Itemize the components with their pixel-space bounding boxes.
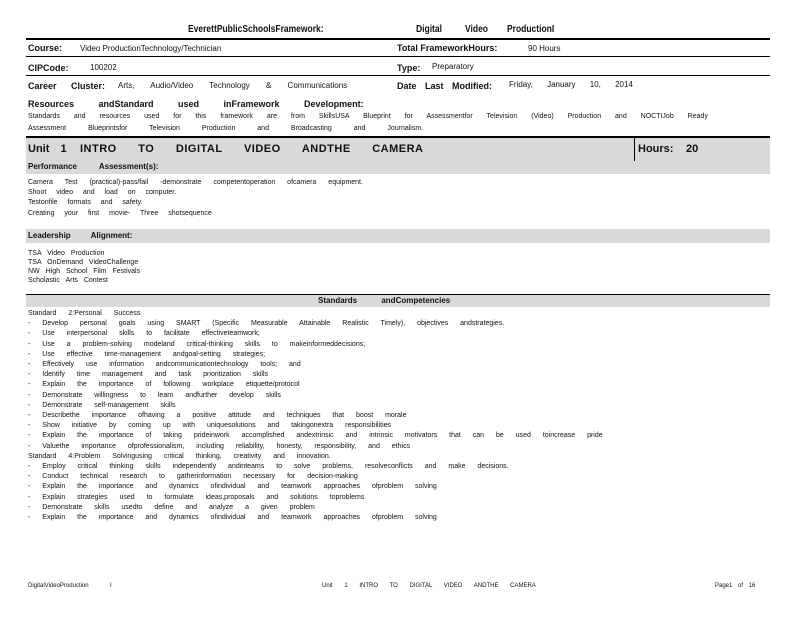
title-word-production: ProductionI — [507, 24, 555, 35]
date-label: Date Last Modified: — [397, 81, 493, 91]
leadership-item: NW High School Film Festivals — [28, 268, 141, 275]
standard-heading: Standard 2:Personal Success — [28, 310, 141, 317]
standards-heading: Standards andCompetencies — [318, 296, 451, 305]
type-label: Type: — [397, 63, 421, 73]
unit-divider — [634, 138, 635, 161]
title-word-digital: Digital — [416, 24, 442, 35]
unit-hours-value: 20 — [686, 143, 699, 155]
competency-item: - Explain the importance of following workplace etiquette/protocol — [28, 381, 300, 389]
unit-title: INTRO TO DIGITAL VIDEO ANDTHE CAMERA — [80, 143, 424, 155]
rule — [26, 294, 770, 295]
competency-item: - Use a problem-solving modeland critical-thinking skills to makeinformeddecisions; — [28, 340, 366, 348]
framework-title: EverettPublicSchoolsFramework: — [188, 24, 324, 35]
competency-item: - Explain the importance and dynamics ofindividual and teamwork approaches ofproblem solving — [28, 483, 437, 491]
competency-item: - Explain the importance and dynamics ofindividual and teamwork approaches ofproblem solving — [28, 514, 437, 522]
leadership-list — [28, 249, 140, 285]
competency-item: - Use effective time-management andgoal-setting strategies; — [28, 350, 266, 358]
type-value: Preparatory — [432, 62, 474, 71]
standard-heading: Standard 4:Problem Solvingusing critical thinking, creativity and innovation. — [28, 452, 331, 460]
competency-item: - Show initiative by coming up with uniquesolutions and takingonextra responsibilities — [28, 422, 392, 430]
performance-item: Testonfile formats and safety. — [28, 199, 143, 207]
competency-item: - Demonstrate skills usedto define and analyze a given problem — [28, 503, 315, 511]
competency-item: - Employ critical thinking skills independently andinteams to solve problems, resolveconflicts and make decisions. — [28, 463, 509, 471]
leadership-item: TSA Video Production — [28, 250, 105, 257]
unit-label: Unit 1 — [28, 143, 67, 155]
performance-item: Shoot video and load on computer. — [28, 189, 177, 197]
unit-hours-label: Hours: — [638, 143, 674, 155]
rule — [26, 56, 770, 57]
total-hours-value: 90 Hours — [528, 44, 561, 53]
career-label: Career Cluster: — [28, 81, 106, 91]
resources-line-2: Assessment Blueprintsfor Television Production and Broadcasting and Journalism. — [28, 125, 424, 132]
leadership-item: TSA OnDemand VideoChallenge — [28, 259, 139, 266]
course-label: Course: — [28, 43, 63, 53]
footer-page: Page1 of 16 — [715, 583, 756, 589]
resources-line-1: Standards and resources used for this framework are from SkillsUSA Blueprint for Assessmentfor Television (Video) Production and NOCTIJob Ready — [28, 113, 708, 120]
title-word-video: Video — [465, 24, 488, 35]
footer-separator: I — [110, 583, 112, 589]
competency-item: - Demonstrate willingness to learn andfurther develop skills — [28, 391, 281, 399]
performance-item: Creating your first movie- Three shotsequence — [28, 209, 212, 217]
competency-item: - Use interpersonal skills to facilitate effectiveteamwork; — [28, 330, 260, 338]
competency-item: - Explain the importance of taking prideinwork accomplished andextrinsic and intrinsic motivators that can be used toincrease pride — [28, 432, 603, 440]
competency-item: - Demonstrate self-management skills — [28, 401, 176, 409]
footer-center: Unit 1 INTRO TO DIGITAL VIDEO ANDTHE CAMERA — [322, 583, 536, 589]
performance-item: Camera Test (practical)-pass/fail -demonstrate competentoperation ofcamera equipment. — [28, 179, 363, 186]
rule — [26, 75, 770, 76]
title-rule — [26, 38, 770, 40]
competency-item: - Identify time management and task prioritization skills — [28, 371, 269, 379]
competency-item: - Conduct technical research to gatherinformation necessary for decision-making — [28, 473, 358, 481]
cip-label: CIPCode: — [28, 63, 69, 73]
course-value: Video ProductionTechnology/Technician — [80, 44, 222, 53]
competency-item: - Effectively use information andcommunicationtechnology tools; and — [28, 361, 301, 369]
resources-heading: Resources andStandard used inFramework Development: — [28, 99, 364, 109]
competency-item: - Describethe importance ofhaving a positive attitude and techniques that boost morale — [28, 412, 407, 420]
leadership-item: Scholastic Arts Contest — [28, 277, 108, 284]
competency-item: - Develop personal goals using SMART (Specific Measurable Attainable Realistic Timely), objectives andstrategies. — [28, 320, 505, 328]
cip-value: 100202 — [90, 63, 117, 72]
performance-list — [28, 178, 363, 219]
footer-left: DigitalVideoProduction — [28, 583, 89, 589]
total-hours-label: Total FrameworkHours: — [397, 43, 498, 53]
leadership-band — [26, 229, 770, 243]
performance-heading: Performance Assessment(s): — [28, 162, 159, 171]
career-value: Arts, Audio/Video Technology & Communications — [118, 81, 348, 90]
leadership-heading: Leadership Alignment: — [28, 231, 133, 240]
date-value: Friday, January 10, 2014 — [509, 80, 633, 89]
standards-list — [28, 309, 603, 523]
competency-item: - Valuethe importance ofprofessionalism, including reliability, honesty, responsibility, and ethics — [28, 442, 411, 450]
competency-item: - Explain strategies used to formulate ideas,proposals and solutions toproblems — [28, 493, 365, 501]
